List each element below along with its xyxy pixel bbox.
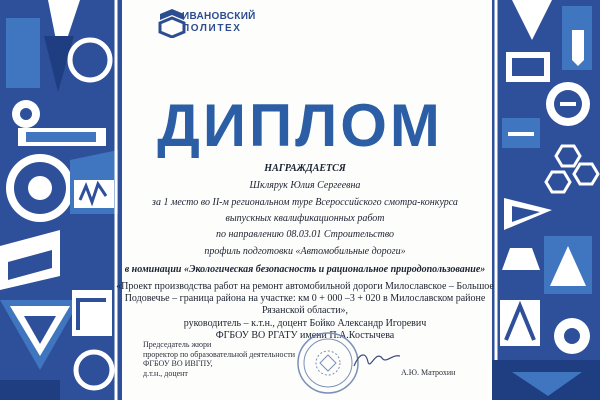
project-line-3: Рязанской области», bbox=[261, 305, 349, 316]
jury-chair-degree: д.т.н., доцент bbox=[143, 368, 188, 378]
project-line-1: «Проект производства работ на ремонт автомобильной дороги Милославское – Большое bbox=[116, 281, 494, 292]
signature-scribble-icon bbox=[352, 348, 402, 372]
logo-line-2: ПОЛИТЕХ bbox=[182, 23, 242, 34]
logo-wordmark bbox=[182, 11, 256, 35]
logo-line-1: ИВАНОВСКИЙ bbox=[182, 11, 256, 22]
jury-chair-block bbox=[143, 340, 295, 378]
jury-chair-position: проректор по образовательной деятельности bbox=[143, 349, 296, 359]
diploma-title: ДИПЛОМ bbox=[157, 92, 443, 159]
nomination-line bbox=[110, 264, 500, 276]
award-heading: НАГРАЖДАЕТСЯ bbox=[264, 163, 346, 174]
organization-line: ФГБОУ ВО РГАТУ имени П.А.Костычева bbox=[215, 330, 395, 341]
jury-chair-institution: ФГБОУ ВО ИВГПУ, bbox=[143, 359, 213, 368]
supervisor-line: руководитель – к.т.н., доцент Бойко Александр Игоревич bbox=[183, 318, 427, 329]
award-line-2: выпускных квалификационных работ bbox=[225, 213, 385, 224]
award-line-1: за 1 место во II-м региональном туре Всероссийского смотра-конкурса bbox=[152, 197, 458, 208]
jury-chair-role: Председатель жюри bbox=[143, 340, 212, 349]
nomination-prefix: в номинации bbox=[124, 264, 182, 275]
signer-name: А.Ю. Матрохин bbox=[401, 368, 456, 377]
award-line-4: профиль подготовки «Автомобильные дороги» bbox=[204, 246, 406, 257]
award-line-3: по направлению 08.03.01 Строительство bbox=[215, 229, 395, 240]
recipient-name: Шклярук Юлия Сергеевна bbox=[249, 180, 361, 191]
official-seal-icon bbox=[296, 331, 360, 395]
right-ornament-border bbox=[492, 0, 600, 400]
project-line-2: Подовечье – граница района на участке: км 0 + 000 –3 + 020 в Милославском районе bbox=[124, 293, 486, 304]
nomination-title: «Экологическая безопасность и рациональное природопользование» bbox=[183, 264, 486, 275]
left-ornament-border bbox=[0, 0, 122, 400]
